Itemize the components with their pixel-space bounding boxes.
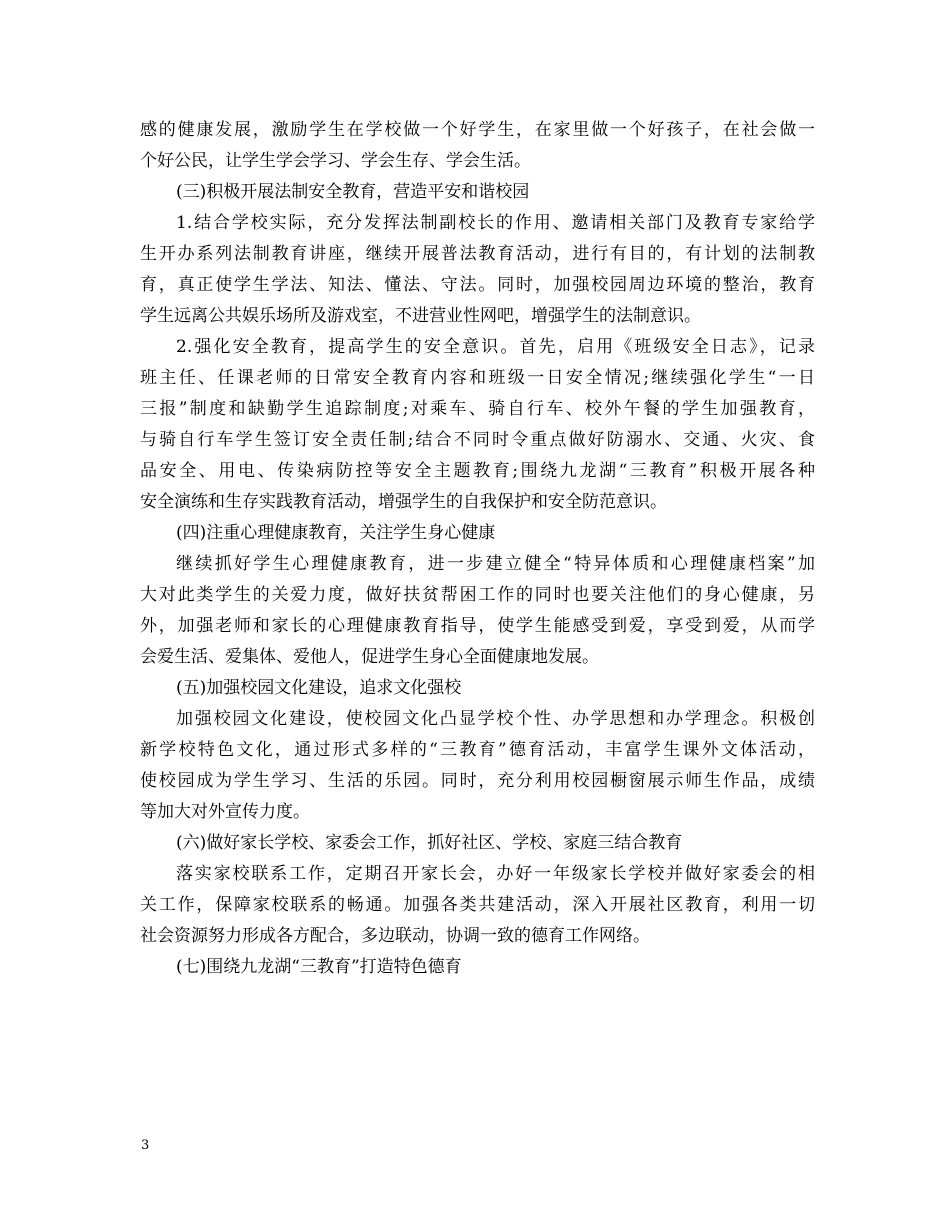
text-line: 等加大对外宣传力度。 xyxy=(140,802,310,822)
text-line: 安全演练和生存实践教育活动，增强学生的自我保护和安全防范意识。 xyxy=(140,492,667,512)
section-heading: (三)积极开展法制安全教育，营造平安和谐校园 xyxy=(176,182,530,202)
text-line: 学生远离公共娱乐场所及游戏室，不进营业性网吧，增强学生的法制意识。 xyxy=(140,306,701,326)
text-line: 落实家校联系工作，定期召开家长会，办好一年级家长学校并做好家委会的相 xyxy=(176,864,815,884)
section-heading: (五)加强校园文化建设，追求文化强校 xyxy=(176,678,462,698)
page-number: 3 xyxy=(141,1138,150,1153)
text-line: 新学校特色文化，通过形式多样的“三教育”德育活动，丰富学生课外文体活动， xyxy=(140,740,815,760)
section-heading: (七)围绕九龙湖“三教育”打造特色德育 xyxy=(176,957,462,977)
text-line: 外，加强老师和家长的心理健康教育指导，使学生能感受到爱，享受到爱，从而学 xyxy=(140,616,815,636)
text-line: 社会资源努力形成各方配合，多边联动，协调一致的德育工作网络。 xyxy=(140,926,650,946)
text-line: 生开办系列法制教育讲座，继续开展普法教育活动，进行有目的，有计划的法制教 xyxy=(140,244,815,264)
text-line: 2.强化安全教育，提高学生的安全意识。首先，启用《班级安全日志》，记录 xyxy=(176,337,815,357)
text-line: 感的健康发展，激励学生在学校做一个好学生，在家里做一个好孩子，在社会做一 xyxy=(140,120,815,140)
text-line: 加强校园文化建设，使校园文化凸显学校个性、办学思想和办学理念。积极创 xyxy=(176,709,815,729)
section-heading: (六)做好家长学校、家委会工作，抓好社区、学校、家庭三结合教育 xyxy=(176,833,683,853)
text-line: 关工作，保障家校联系的畅通。加强各类共建活动，深入开展社区教育，利用一切 xyxy=(140,895,815,915)
text-line: 继续抓好学生心理健康教育，进一步建立健全“特异体质和心理健康档案”加 xyxy=(176,554,815,574)
text-line: 个好公民，让学生学会学习、学会生存、学会生活。 xyxy=(140,151,531,171)
document-body xyxy=(140,115,815,983)
text-line: 品安全、用电、传染病防控等安全主题教育;围绕九龙湖“三教育”积极开展各种 xyxy=(140,461,815,481)
text-line: 班主任、任课老师的日常安全教育内容和班级一日安全情况;继续强化学生“一日 xyxy=(140,368,815,388)
text-line: 三报”制度和缺勤学生追踪制度;对乘车、骑自行车、校外午餐的学生加强教育， xyxy=(140,399,815,419)
section-heading: (四)注重心理健康教育，关注学生身心健康 xyxy=(176,523,496,543)
text-line: 大对此类学生的关爱力度，做好扶贫帮困工作的同时也要关注他们的身心健康，另 xyxy=(140,585,815,605)
text-line: 育，真正使学生学法、知法、懂法、守法。同时，加强校园周边环境的整治，教育 xyxy=(140,275,815,295)
text-line: 与骑自行车学生签订安全责任制;结合不同时令重点做好防溺水、交通、火灾、食 xyxy=(140,430,815,450)
text-line: 1.结合学校实际，充分发挥法制副校长的作用、邀请相关部门及教育专家给学 xyxy=(176,213,815,233)
text-line: 使校园成为学生学习、生活的乐园。同时，充分利用校园橱窗展示师生作品，成绩 xyxy=(140,771,815,791)
text-line: 会爱生活、爱集体、爱他人，促进学生身心全面健康地发展。 xyxy=(140,647,599,667)
